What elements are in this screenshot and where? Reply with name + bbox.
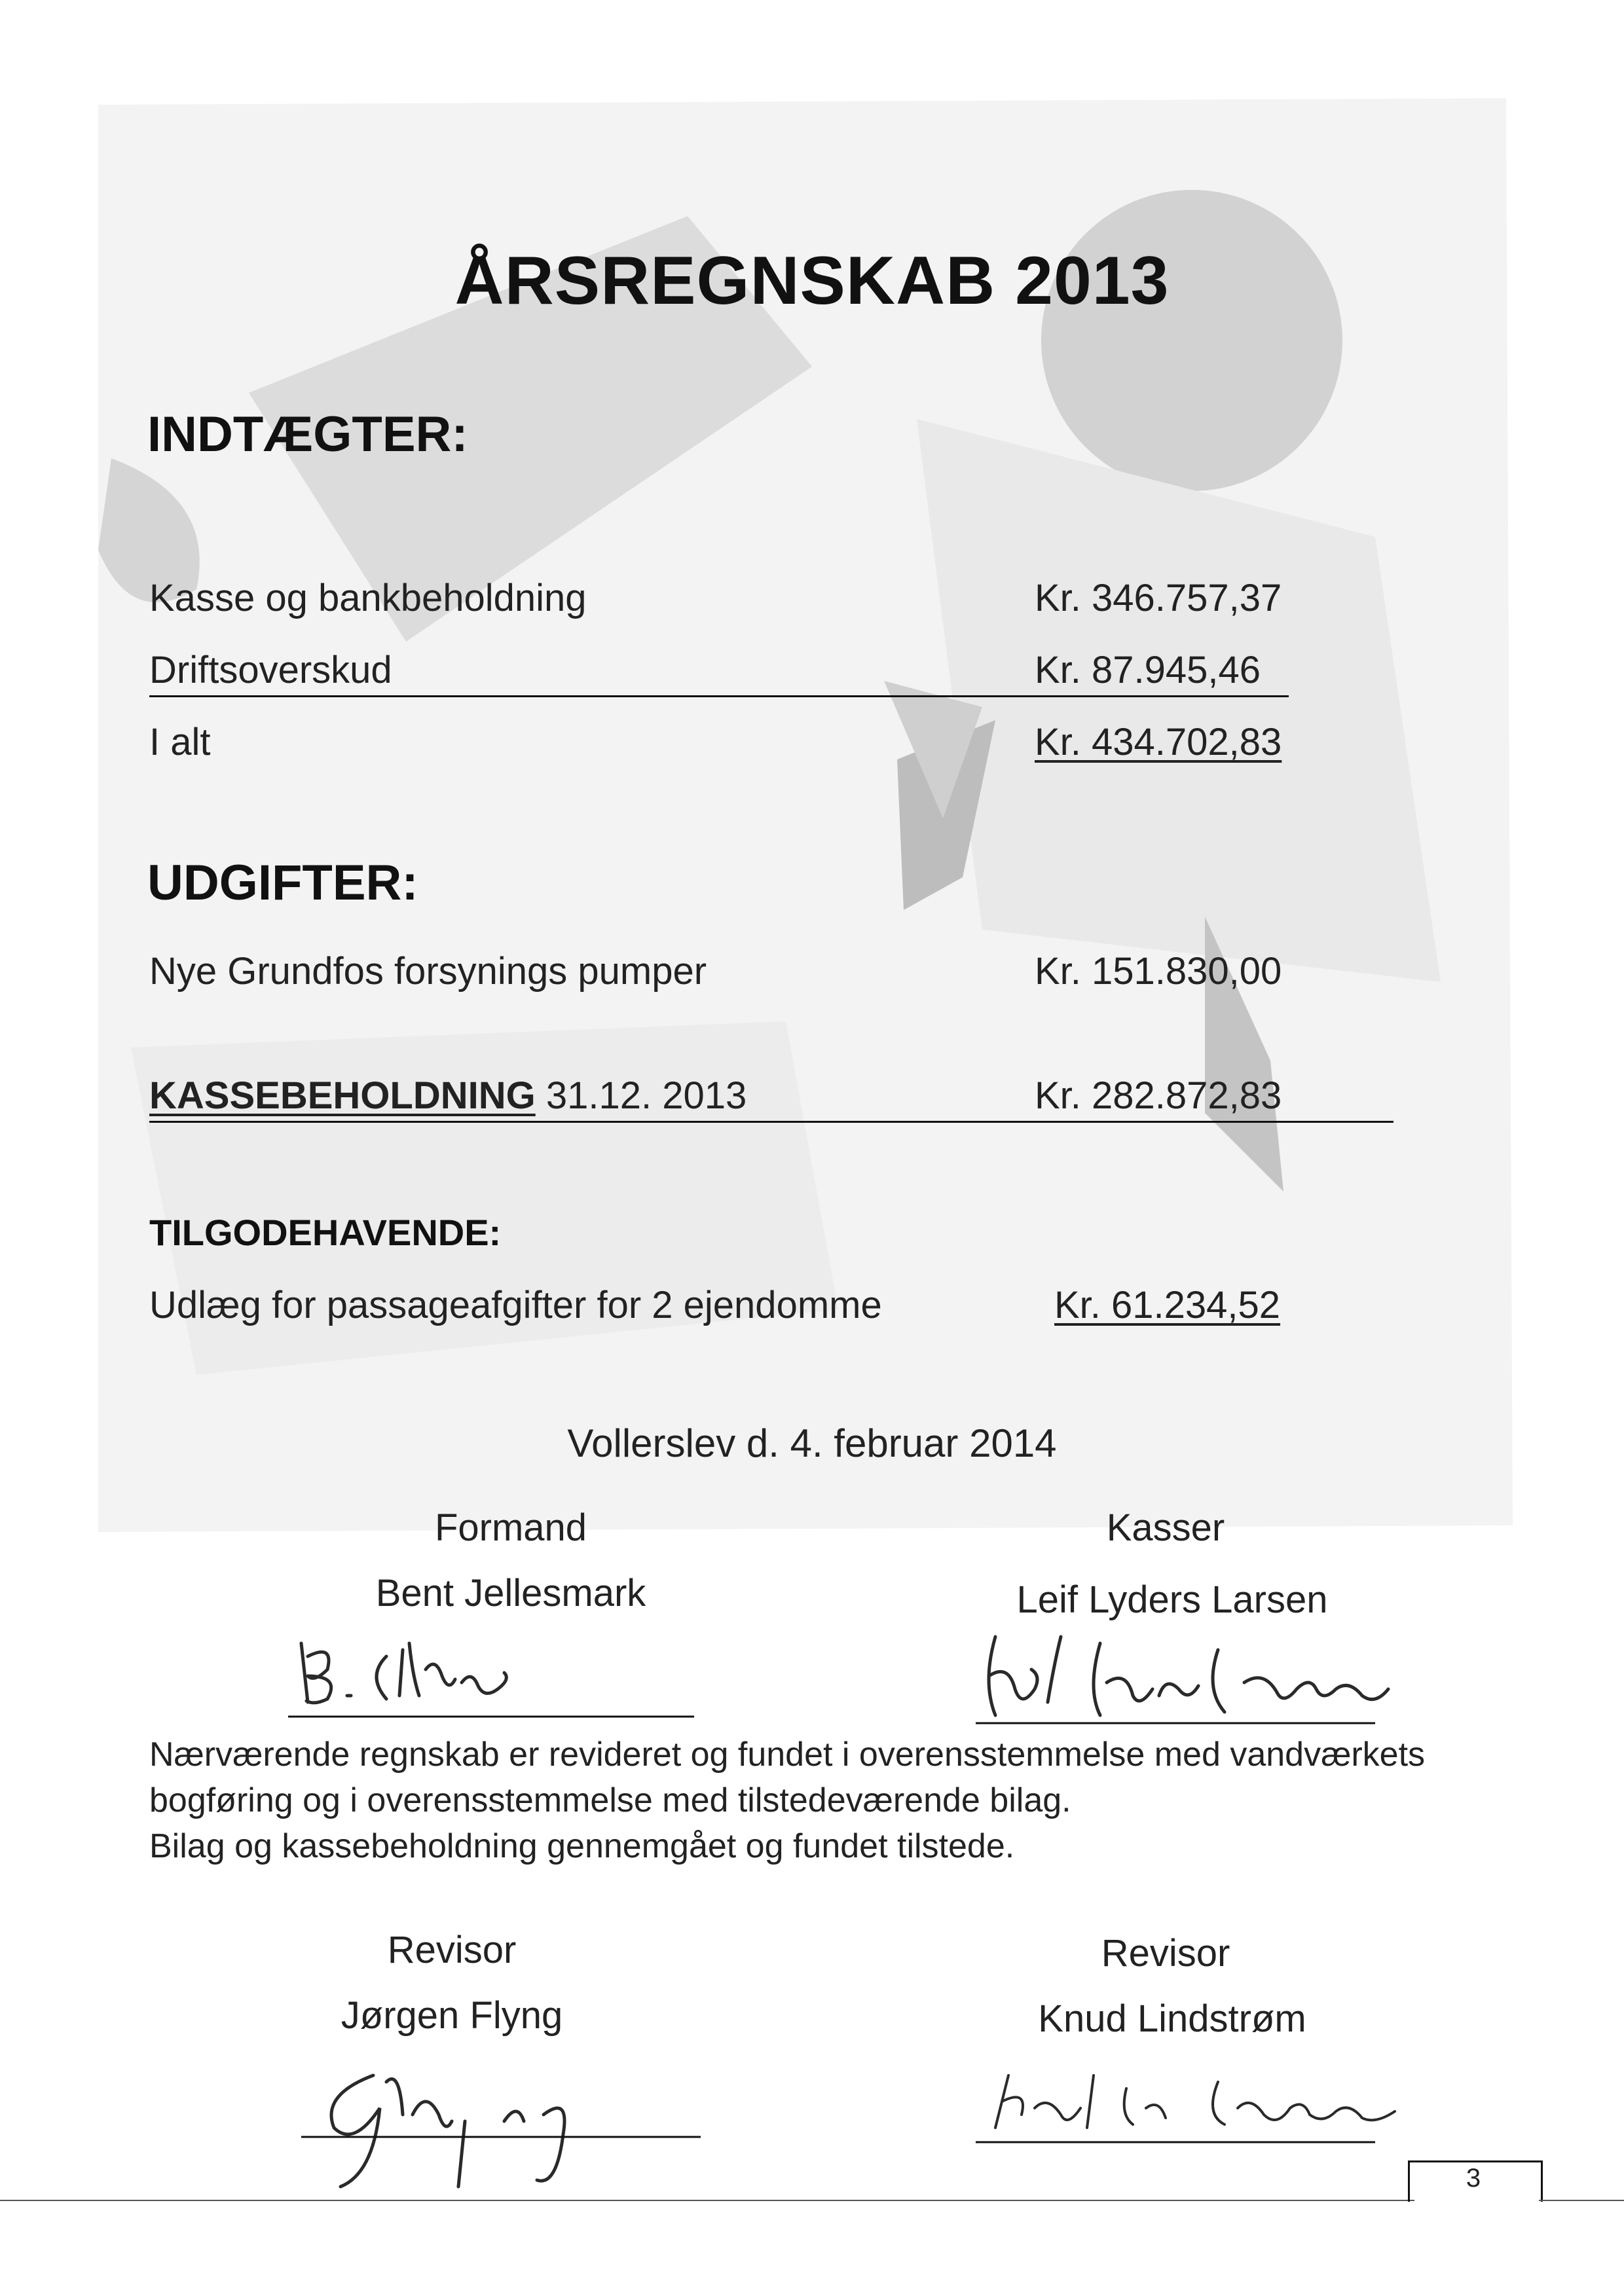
- income-row-label: Driftsoverskud: [149, 649, 392, 691]
- chairman-signature: [288, 1617, 707, 1722]
- chairman-name: Bent Jellesmark: [375, 1572, 646, 1614]
- audit-line: Nærværende regnskab er revideret og fundet i overensstemmelse med vandværkets: [149, 1736, 1426, 1774]
- receivable-heading: TILGODEHAVENDE:: [149, 1212, 502, 1253]
- treasurer-name: Leif Lyders Larsen: [1016, 1578, 1328, 1621]
- cash-balance-title: KASSEBEHOLDNING: [149, 1074, 536, 1117]
- auditor-left-role: Revisor: [387, 1929, 517, 1971]
- income-row-label: Kasse og bankbeholdning: [149, 577, 587, 619]
- expenses-heading: UDGIFTER:: [147, 855, 418, 911]
- receivable-label: Udlæg for passageafgifter for 2 ejendomme: [149, 1284, 882, 1326]
- income-row-amount: Kr. 346.757,37: [1035, 577, 1282, 619]
- subtotal-rule: [149, 695, 1289, 697]
- auditor-left-signature: [295, 2056, 714, 2193]
- chairman-role: Formand: [434, 1506, 587, 1549]
- income-row-amount: Kr. 87.945,46: [1035, 649, 1261, 691]
- income-heading: INDTÆGTER:: [147, 407, 468, 462]
- cash-balance-label: [149, 1074, 747, 1118]
- receivable-amount: Kr. 61.234,52: [1054, 1284, 1281, 1326]
- place-date: Vollerslev d. 4. februar 2014: [567, 1421, 1057, 1465]
- audit-line: Bilag og kassebeholdning gennemgået og fundet tilstede.: [149, 1827, 1015, 1865]
- treasurer-signature: [969, 1624, 1506, 1728]
- document-title: ÅRSREGNSKAB 2013: [454, 243, 1170, 319]
- footer-rule: [1539, 2200, 1624, 2201]
- footer-rule: [0, 2200, 1414, 2201]
- income-total-amount: Kr. 434.702,83: [1035, 721, 1282, 763]
- audit-line: bogføring og i overensstemmelse med tilstedeværende bilag.: [149, 1781, 1071, 1819]
- cash-balance-amount: Kr. 282.872,83: [1035, 1074, 1282, 1117]
- auditor-right-name: Knud Lindstrøm: [1038, 1997, 1306, 2040]
- expense-row-amount: Kr. 151.830,00: [1035, 950, 1282, 993]
- auditor-left-name: Jørgen Flyng: [341, 1994, 563, 2037]
- cash-balance-date: 31.12. 2013: [535, 1074, 747, 1117]
- income-total-label: I alt: [149, 721, 211, 763]
- treasurer-role: Kasser: [1106, 1506, 1225, 1549]
- auditor-right-signature: [969, 2062, 1506, 2147]
- cash-balance-rule: [149, 1121, 1393, 1123]
- auditor-right-role: Revisor: [1101, 1932, 1230, 1975]
- page-number: 3: [1466, 2164, 1481, 2193]
- expense-row-label: Nye Grundfos forsynings pumper: [149, 950, 707, 993]
